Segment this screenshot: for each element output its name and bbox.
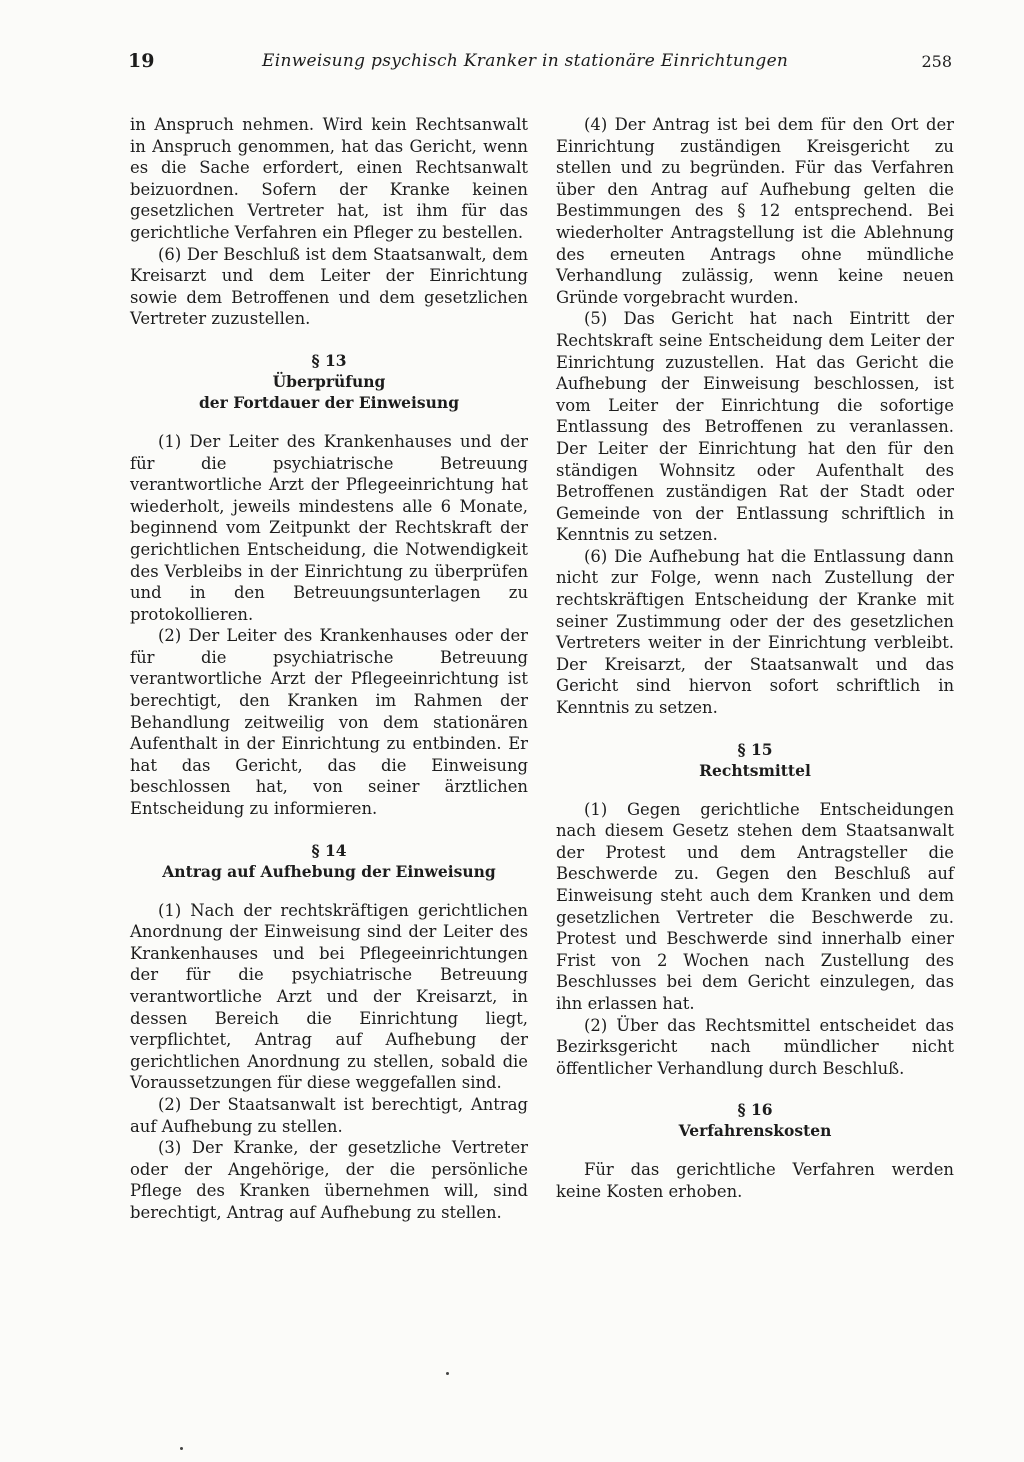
paragraph-13-1: (1) Der Leiter des Krankenhauses und der für die psychiatrische Betreuung verantwortliche Arzt der Pflegeeinrichtung hat wiederholt, jeweils mindestens alle 6 Monate, beginnend vom Zeitpunkt der Rechtskraft der gerichtlichen Entscheidung, die Notwendigkeit des Verbleibs in der Einrichtung zu überprüfen und in den Betreuungsunterlagen zu protokollieren. [130,431,528,624]
paragraph-14-6: (6) Die Aufhebung hat die Entlassung dann nicht zur Folge, wenn nach Zustellung der rechtskräftigen Entscheidung der Kranke mit seiner Zustimmung oder der des gesetzlichen Vertreters weiter in der Einrichtung verbleibt. Der Kreisarzt, der Staatsanwalt und das Gericht sind hiervon sofort schriftlich in Kenntnis zu setzen. [556,546,954,718]
section-13-title-line2: der Fortdauer der Einweisung [198,392,460,412]
section-14-number: § 14 [311,840,347,860]
section-16-title: Verfahrenskosten [678,1121,832,1141]
paragraph-13-2: (2) Der Leiter des Krankenhauses oder der für die psychiatrische Betreuung verantwortliche Arzt der Pflegeeinrichtung ist berechtigt, den Kranken im Rahmen der Behandlung zeitweilig von dem stationären Aufenthalt in der Einrichtung zu entbinden. Er hat das Gericht, das die Einweisung beschlossen hat, von seiner ärztlichen Entscheidung zu informieren. [130,626,528,819]
section-13-title-line1: Überprüfung [272,371,386,391]
paragraph-15-1: (1) Gegen gerichtliche Entscheidungen nach diesem Gesetz stehen dem Staatsanwalt der Protest und dem Antragsteller die Beschwerde zu. Gegen den Beschluß auf Einweisung steht auch dem Kranken und dem gesetzlichen Vertreter die Beschwerde zu. Protest und Beschwerde sind innerhalb einer Frist von 2 Wochen nach Zustellung des Beschlusses bei dem Gericht einzulegen, das ihn erlassen hat. [556,799,954,1013]
paragraph-14-4: (4) Der Antrag ist bei dem für den Ort der Einrichtung zuständigen Kreisgericht zu stellen und zu begründen. Für das Verfahren über den Antrag auf Aufhebung gelten die Bestimmungen des § 12 entsprechend. Bei wiederholter Antragstellung ist die Ablehnung des erneuten Antrags ohne mündliche Verhandlung zulässig, wenn keine neuen Gründe vorgebracht wurden. [556,115,954,307]
paragraph-15-2: (2) Über das Rechtsmittel entscheidet das Bezirksgericht nach mündlicher nicht öffentlicher Verhandlung durch Beschluß. [556,1015,954,1078]
section-16-number: § 16 [737,1100,773,1120]
paragraph-12-6: (6) Der Beschluß ist dem Staatsanwalt, dem Kreisarzt und dem Leiter der Einrichtung sowie dem Betroffenen und dem gesetzlichen Vertreter zuzustellen. [130,244,528,329]
section-15-number: § 15 [737,739,773,759]
print-speck [446,1372,449,1375]
section-number: 19 [128,50,155,72]
section-15-title: Rechtsmittel [699,760,811,780]
left-column [130,114,528,1224]
paragraph-14-5: (5) Das Gericht hat nach Eintritt der Rechtskraft seine Entscheidung dem Leiter der Einrichtung zuzustellen. Hat das Gericht die Aufhebung der Einweisung beschlossen, ist vom Leiter der Einrichtung die sofortige Entlassung des Betroffenen zu veranlassen. Der Leiter der Einrichtung hat den für den ständigen Wohnsitz oder Aufenthalt des Betroffenen zuständigen Rat der Stadt oder Gemeinde von der Entlassung schriftlich in Kenntnis zu setzen. [556,309,954,545]
paragraph-16-1: Für das gerichtliche Verfahren werden keine Kosten erhoben. [556,1160,954,1201]
paragraph-14-3: (3) Der Kranke, der gesetzliche Vertreter oder der Angehörige, der die persönliche Pflege des Kranken übernehmen will, sind berechtigt, Antrag auf Aufhebung zu stellen. [130,1138,528,1222]
right-column [556,114,954,1203]
running-title: Einweisung psychisch Kranker in stationäre Einrichtungen [262,51,789,71]
section-13-number: § 13 [311,350,347,370]
section-14-title: Antrag auf Aufhebung der Einweisung [162,861,496,881]
paragraph-14-1: (1) Nach der rechtskräftigen gerichtlichen Anordnung der Einweisung sind der Leiter des Krankenhauses und bei Pflegeeinrichtungen der für die psychiatrische Betreuung verantwortliche Arzt und der Kreisarzt, in dessen Bereich die Einrichtung liegt, verpflichtet, Antrag auf Aufhebung der gerichtlichen Anordnung zu stellen, sobald die Voraussetzungen für diese weggefallen sind. [130,900,528,1093]
print-speck [180,1447,183,1450]
paragraph-14-2: (2) Der Staatsanwalt ist berechtigt, Antrag auf Aufhebung zu stellen. [130,1094,528,1136]
running-header [128,50,952,80]
page-number: 258 [921,52,952,71]
paragraph-continuation: in Anspruch nehmen. Wird kein Rechtsanwalt in Anspruch genommen, hat das Gericht, wenn es die Sache erfordert, einen Rechtsanwalt beizuordnen. Sofern der Kranke keinen gesetzlichen Vertreter hat, ist ihm für das gerichtliche Verfahren ein Pfleger zu bestellen. [130,115,528,242]
